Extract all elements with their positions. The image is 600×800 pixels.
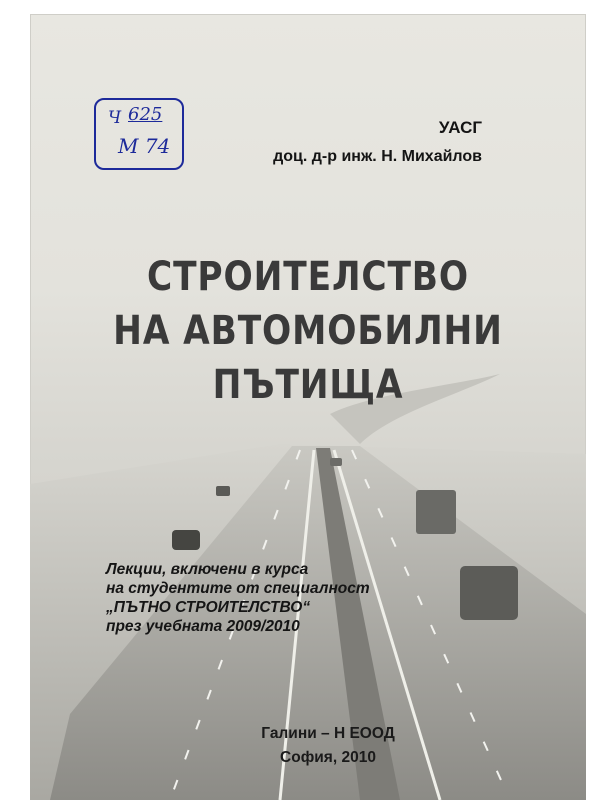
publisher-info (248, 722, 408, 770)
subtitle-line-1: Лекции, включени в курса (106, 561, 309, 578)
subtitle-line-3: „ПЪТНО СТРОИТЕЛСТВО“ (106, 599, 311, 616)
title-line-1: СТРОИТЕЛСТВО (147, 254, 469, 300)
book-cover (30, 14, 586, 800)
author-name: доц. д-р инж. Н. Михайлов (273, 148, 482, 165)
stamp-code: М 74 (118, 134, 171, 158)
subtitle (106, 560, 486, 636)
subtitle-line-4: през учебната 2009/2010 (106, 618, 300, 635)
title-line-3: ПЪТИЩА (212, 362, 404, 408)
publisher-name: Галини – Н ЕООД (261, 725, 395, 742)
stamp-letter: Ч (108, 108, 122, 128)
library-stamp (94, 98, 184, 170)
distant-vehicle (330, 458, 342, 466)
title-line-2: НА АВТОМОБИЛНИ (113, 308, 503, 354)
book-title (69, 250, 547, 412)
publisher-place-year: София, 2010 (280, 749, 376, 766)
stamp-number: 625 (128, 104, 163, 125)
car (172, 530, 200, 550)
institution-name: УАСГ (438, 118, 482, 137)
subtitle-line-2: на студентите от специалност (106, 580, 370, 597)
distant-car (216, 486, 230, 496)
truck (416, 490, 456, 534)
